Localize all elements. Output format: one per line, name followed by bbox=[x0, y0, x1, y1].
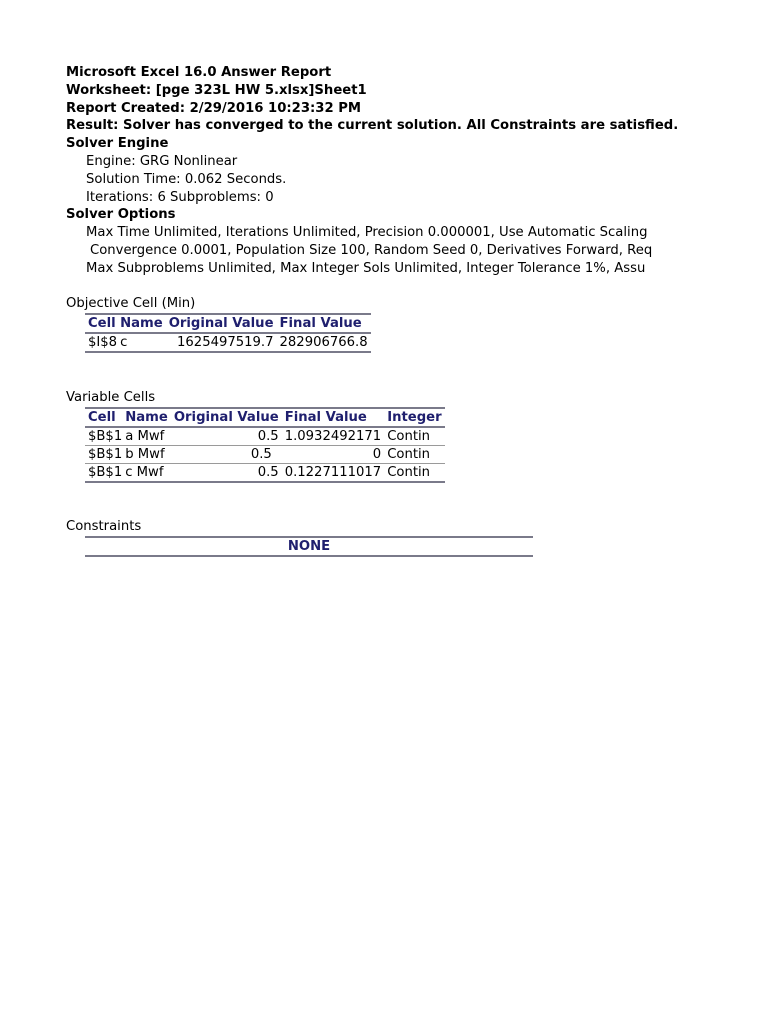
table-row bbox=[85, 463, 445, 482]
cell-address: $B$1 bbox=[85, 427, 125, 446]
integer-type: Contin bbox=[384, 427, 444, 446]
report-title: Microsoft Excel 16.0 Answer Report bbox=[66, 65, 332, 80]
column-header-name: Name bbox=[125, 408, 171, 427]
solver-options-heading: Solver Options bbox=[66, 207, 176, 223]
cell-address: $B$1 bbox=[85, 445, 125, 463]
solution-time-line: Solution Time: 0.062 Seconds. bbox=[86, 171, 287, 187]
spacer bbox=[66, 371, 690, 389]
integer-type: Contin bbox=[384, 463, 444, 482]
column-header-name: Name bbox=[120, 314, 166, 333]
table-header-row bbox=[85, 314, 371, 333]
objective-cell-label: Objective Cell (Min) bbox=[66, 296, 196, 312]
engine-line: Engine: GRG Nonlinear bbox=[86, 153, 238, 169]
final-value: 0 bbox=[282, 445, 385, 463]
table-row bbox=[85, 333, 371, 352]
spacer bbox=[66, 353, 690, 371]
spacer bbox=[66, 500, 690, 518]
cell-name: a Mwf bbox=[125, 427, 171, 446]
table-row bbox=[85, 427, 445, 446]
final-value: 1.0932492171 bbox=[282, 427, 385, 446]
answer-report bbox=[66, 64, 690, 557]
final-value: 0.1227111017 bbox=[282, 463, 385, 482]
cell-name: c Mwf bbox=[125, 463, 171, 482]
column-header-integer: Integer bbox=[384, 408, 444, 427]
original-value: 0.5 bbox=[171, 463, 282, 482]
constraints-none: NONE bbox=[85, 536, 533, 557]
solver-options-line-1: Max Time Unlimited, Iterations Unlimited, Precision 0.000001, Use Automatic Scaling bbox=[86, 225, 648, 241]
original-value: 1625497519.7 bbox=[166, 333, 277, 352]
table-header-row bbox=[85, 408, 445, 427]
iterations-line: Iterations: 6 Subproblems: 0 bbox=[86, 189, 274, 205]
variable-cells-table bbox=[85, 407, 445, 483]
cell-address: $I$8 bbox=[85, 333, 120, 352]
original-value: 0.5 bbox=[171, 445, 282, 463]
column-header-cell: Cell bbox=[85, 314, 120, 333]
cell-name: b Mwf bbox=[125, 445, 171, 463]
column-header-final-value: Final Value bbox=[282, 408, 385, 427]
column-header-final-value: Final Value bbox=[277, 314, 371, 333]
table-row bbox=[85, 445, 445, 463]
constraints-label: Constraints bbox=[66, 519, 142, 535]
column-header-original-value: Original Value bbox=[171, 408, 282, 427]
integer-type: Contin bbox=[384, 445, 444, 463]
result-line: Result: Solver has converged to the current solution. All Constraints are satisfied. bbox=[66, 118, 679, 134]
objective-table bbox=[85, 313, 371, 353]
spacer bbox=[66, 483, 690, 501]
solver-options-line-3: Max Subproblems Unlimited, Max Integer Sols Unlimited, Integer Tolerance 1%, Assu bbox=[86, 260, 646, 276]
variable-cells-label: Variable Cells bbox=[66, 389, 156, 405]
cell-address: $B$1 bbox=[85, 463, 125, 482]
final-value: 282906766.8 bbox=[277, 333, 371, 352]
report-created-line: Report Created: 2/29/2016 10:23:32 PM bbox=[66, 100, 362, 116]
column-header-cell: Cell bbox=[85, 408, 125, 427]
solver-options-line-2: Convergence 0.0001, Population Size 100, Random Seed 0, Derivatives Forward, Req bbox=[90, 242, 653, 258]
column-header-original-value: Original Value bbox=[166, 314, 277, 333]
worksheet-line: Worksheet: [pge 323L HW 5.xlsx]Sheet1 bbox=[66, 82, 367, 98]
solver-engine-heading: Solver Engine bbox=[66, 136, 169, 152]
original-value: 0.5 bbox=[171, 427, 282, 446]
cell-name: c bbox=[120, 333, 166, 352]
spacer bbox=[66, 278, 690, 296]
